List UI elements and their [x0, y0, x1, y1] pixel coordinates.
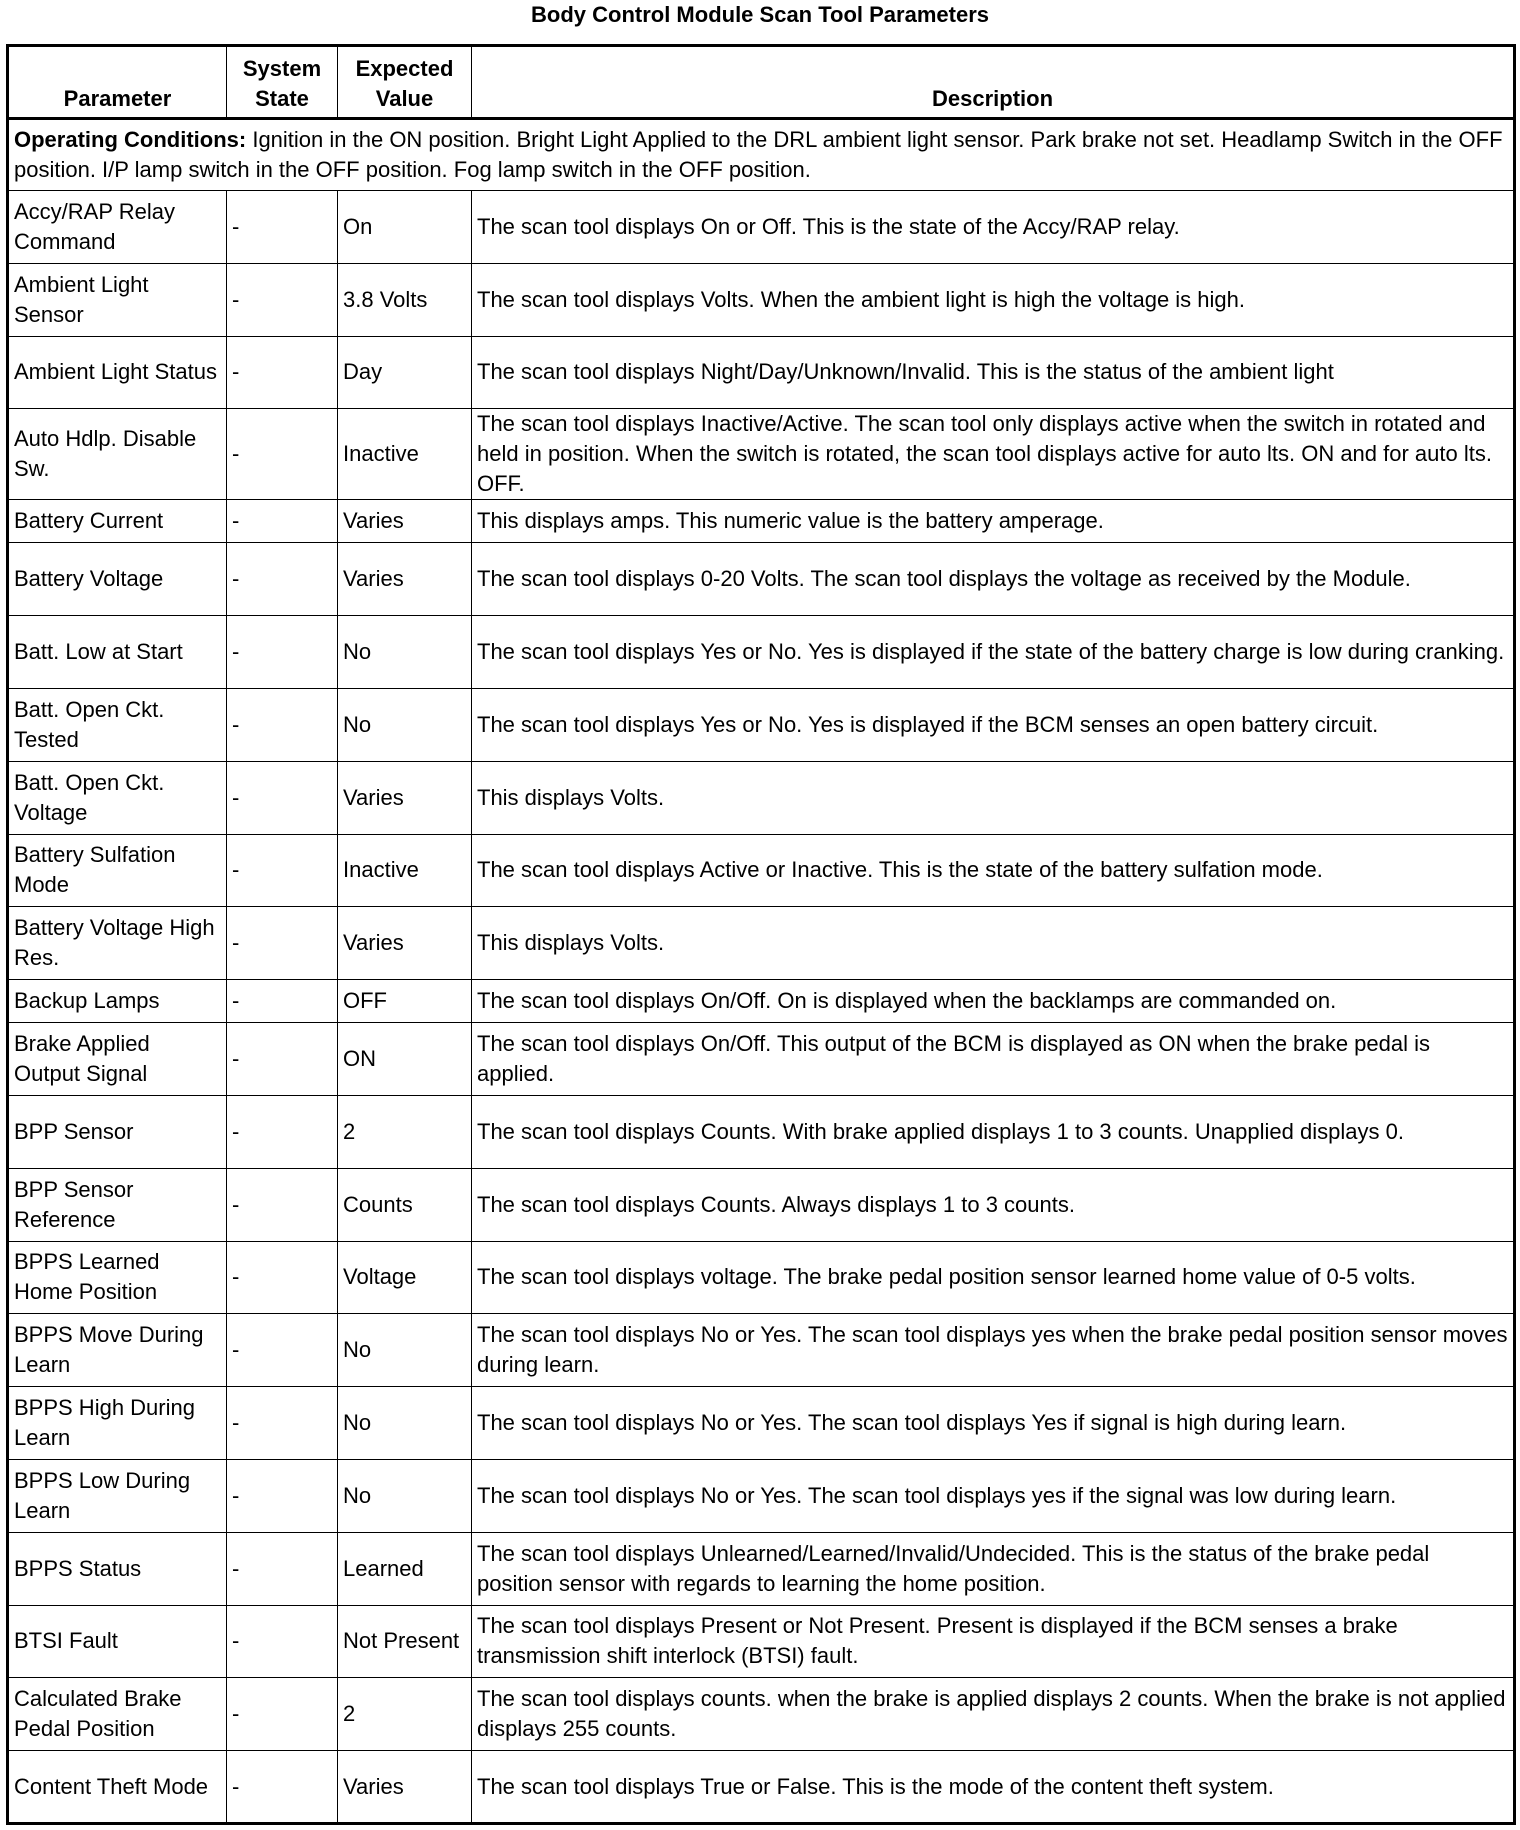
expected-value-cell: On — [338, 191, 472, 264]
parameter-cell: Ambient Light Status — [8, 336, 227, 409]
table-row — [8, 761, 1515, 834]
expected-value-cell: OFF — [338, 980, 472, 1023]
table-row — [8, 1605, 1515, 1678]
system-state-cell: - — [227, 409, 338, 500]
header-system-state: System State — [227, 46, 338, 119]
parameter-cell: Battery Voltage High Res. — [8, 907, 227, 980]
system-state-cell: - — [227, 688, 338, 761]
table-row — [8, 1168, 1515, 1241]
system-state-cell: - — [227, 1605, 338, 1678]
parameter-cell: BPPS Status — [8, 1532, 227, 1605]
expected-value-cell: Not Present — [338, 1605, 472, 1678]
system-state-cell: - — [227, 761, 338, 834]
table-row — [8, 1095, 1515, 1168]
parameter-cell: Accy/RAP Relay Command — [8, 191, 227, 264]
expected-value-cell: Learned — [338, 1532, 472, 1605]
table-row — [8, 616, 1515, 689]
description-cell: The scan tool displays Counts. Always displays 1 to 3 counts. — [472, 1168, 1515, 1241]
description-cell: The scan tool displays Active or Inactive. This is the state of the battery sulfation mode. — [472, 834, 1515, 907]
system-state-cell: - — [227, 1387, 338, 1460]
table-row — [8, 409, 1515, 500]
system-state-cell: - — [227, 1459, 338, 1532]
expected-value-cell: 2 — [338, 1678, 472, 1751]
expected-value-cell: Varies — [338, 907, 472, 980]
header-expected-value: Expected Value — [338, 46, 472, 119]
system-state-cell: - — [227, 907, 338, 980]
parameter-cell: Auto Hdlp. Disable Sw. — [8, 409, 227, 500]
parameter-cell: Batt. Open Ckt. Voltage — [8, 761, 227, 834]
parameter-cell: BTSI Fault — [8, 1605, 227, 1678]
parameter-cell: BPPS High During Learn — [8, 1387, 227, 1460]
table-row — [8, 1023, 1515, 1096]
system-state-cell: - — [227, 191, 338, 264]
expected-value-cell: Voltage — [338, 1241, 472, 1314]
header-parameter: Parameter — [8, 46, 227, 119]
parameter-cell: BPP Sensor — [8, 1095, 227, 1168]
parameter-rows — [8, 191, 1515, 1824]
description-cell: The scan tool displays No or Yes. The scan tool displays Yes if signal is high during learn. — [472, 1387, 1515, 1460]
table-row — [8, 500, 1515, 543]
system-state-cell: - — [227, 1095, 338, 1168]
description-cell: This displays amps. This numeric value is the battery amperage. — [472, 500, 1515, 543]
parameters-table — [6, 44, 1516, 1825]
system-state-cell: - — [227, 1241, 338, 1314]
system-state-cell: - — [227, 980, 338, 1023]
parameter-cell: BPPS Learned Home Position — [8, 1241, 227, 1314]
parameter-cell: BPPS Move During Learn — [8, 1314, 227, 1387]
expected-value-cell: Inactive — [338, 409, 472, 500]
operating-conditions-label: Operating Conditions: — [14, 127, 247, 152]
description-cell: This displays Volts. — [472, 907, 1515, 980]
parameter-cell: Ambient Light Sensor — [8, 263, 227, 336]
system-state-cell: - — [227, 834, 338, 907]
system-state-cell: - — [227, 616, 338, 689]
expected-value-cell: Varies — [338, 761, 472, 834]
parameter-cell: Battery Sulfation Mode — [8, 834, 227, 907]
description-cell: This displays Volts. — [472, 761, 1515, 834]
description-cell: The scan tool displays Volts. When the ambient light is high the voltage is high. — [472, 263, 1515, 336]
system-state-cell: - — [227, 543, 338, 616]
description-cell: The scan tool displays On/Off. This output of the BCM is displayed as ON when the brake pedal is applied. — [472, 1023, 1515, 1096]
parameter-cell: Batt. Open Ckt. Tested — [8, 688, 227, 761]
system-state-cell: - — [227, 500, 338, 543]
expected-value-cell: No — [338, 616, 472, 689]
system-state-cell: - — [227, 1023, 338, 1096]
parameter-cell: Battery Current — [8, 500, 227, 543]
table-row — [8, 907, 1515, 980]
parameter-cell: Brake Applied Output Signal — [8, 1023, 227, 1096]
description-cell: The scan tool displays Inactive/Active. The scan tool only displays active when the switch in rotated and held in position. When the switch is rotated, the scan tool displays active for auto lts. ON and for auto lts. OFF. — [472, 409, 1515, 500]
table-row — [8, 191, 1515, 264]
expected-value-cell: 3.8 Volts — [338, 263, 472, 336]
expected-value-cell: No — [338, 688, 472, 761]
operating-conditions-row — [8, 119, 1515, 191]
table-row — [8, 543, 1515, 616]
parameter-cell: Batt. Low at Start — [8, 616, 227, 689]
table-row — [8, 1532, 1515, 1605]
expected-value-cell: Counts — [338, 1168, 472, 1241]
table-row — [8, 834, 1515, 907]
table-row — [8, 1751, 1515, 1824]
expected-value-cell: Varies — [338, 1751, 472, 1824]
table-row — [8, 688, 1515, 761]
system-state-cell: - — [227, 1314, 338, 1387]
system-state-cell: - — [227, 1532, 338, 1605]
expected-value-cell: Day — [338, 336, 472, 409]
expected-value-cell: Varies — [338, 500, 472, 543]
table-row — [8, 1387, 1515, 1460]
description-cell: The scan tool displays Yes or No. Yes is displayed if the state of the battery charge is low during cranking. — [472, 616, 1515, 689]
parameter-cell: BPP Sensor Reference — [8, 1168, 227, 1241]
table-row — [8, 980, 1515, 1023]
parameter-cell: Battery Voltage — [8, 543, 227, 616]
expected-value-cell: No — [338, 1387, 472, 1460]
description-cell: The scan tool displays No or Yes. The scan tool displays yes when the brake pedal position sensor moves during learn. — [472, 1314, 1515, 1387]
description-cell: The scan tool displays counts. when the brake is applied displays 2 counts. When the brake is not applied displays 255 counts. — [472, 1678, 1515, 1751]
table-row — [8, 336, 1515, 409]
description-cell: The scan tool displays 0-20 Volts. The scan tool displays the voltage as received by the Module. — [472, 543, 1515, 616]
operating-conditions-text: Ignition in the ON position. Bright Light Applied to the DRL ambient light sensor. Park brake not set. Headlamp Switch in the OFF position. I/P lamp switch in the OFF position. Fog lamp switch in the OFF position. — [14, 127, 1503, 182]
description-cell: The scan tool displays On or Off. This is the state of the Accy/RAP relay. — [472, 191, 1515, 264]
description-cell: The scan tool displays Yes or No. Yes is displayed if the BCM senses an open battery circuit. — [472, 688, 1515, 761]
system-state-cell: - — [227, 263, 338, 336]
table-row — [8, 1678, 1515, 1751]
system-state-cell: - — [227, 1751, 338, 1824]
expected-value-cell: Varies — [338, 543, 472, 616]
description-cell: The scan tool displays Night/Day/Unknown/Invalid. This is the status of the ambient light — [472, 336, 1515, 409]
parameter-cell: Calculated Brake Pedal Position — [8, 1678, 227, 1751]
system-state-cell: - — [227, 1168, 338, 1241]
expected-value-cell: Inactive — [338, 834, 472, 907]
operating-conditions-cell — [8, 119, 1515, 191]
expected-value-cell: No — [338, 1314, 472, 1387]
table-row — [8, 263, 1515, 336]
table-row — [8, 1314, 1515, 1387]
expected-value-cell: ON — [338, 1023, 472, 1096]
description-cell: The scan tool displays Present or Not Present. Present is displayed if the BCM senses a brake transmission shift interlock (BTSI) fault. — [472, 1605, 1515, 1678]
header-row — [8, 46, 1515, 119]
system-state-cell: - — [227, 336, 338, 409]
description-cell: The scan tool displays On/Off. On is displayed when the backlamps are commanded on. — [472, 980, 1515, 1023]
expected-value-cell: No — [338, 1459, 472, 1532]
table-row — [8, 1459, 1515, 1532]
description-cell: The scan tool displays Counts. With brake applied displays 1 to 3 counts. Unapplied displays 0. — [472, 1095, 1515, 1168]
description-cell: The scan tool displays Unlearned/Learned/Invalid/Undecided. This is the status of the brake pedal position sensor with regards to learning the home position. — [472, 1532, 1515, 1605]
description-cell: The scan tool displays voltage. The brake pedal position sensor learned home value of 0-5 volts. — [472, 1241, 1515, 1314]
expected-value-cell: 2 — [338, 1095, 472, 1168]
parameter-cell: Content Theft Mode — [8, 1751, 227, 1824]
document-title: Body Control Module Scan Tool Parameters — [531, 2, 989, 27]
parameter-cell: BPPS Low During Learn — [8, 1459, 227, 1532]
description-cell: The scan tool displays True or False. This is the mode of the content theft system. — [472, 1751, 1515, 1824]
table-row — [8, 1241, 1515, 1314]
system-state-cell: - — [227, 1678, 338, 1751]
description-cell: The scan tool displays No or Yes. The scan tool displays yes if the signal was low during learn. — [472, 1459, 1515, 1532]
header-description: Description — [472, 46, 1515, 119]
parameter-cell: Backup Lamps — [8, 980, 227, 1023]
